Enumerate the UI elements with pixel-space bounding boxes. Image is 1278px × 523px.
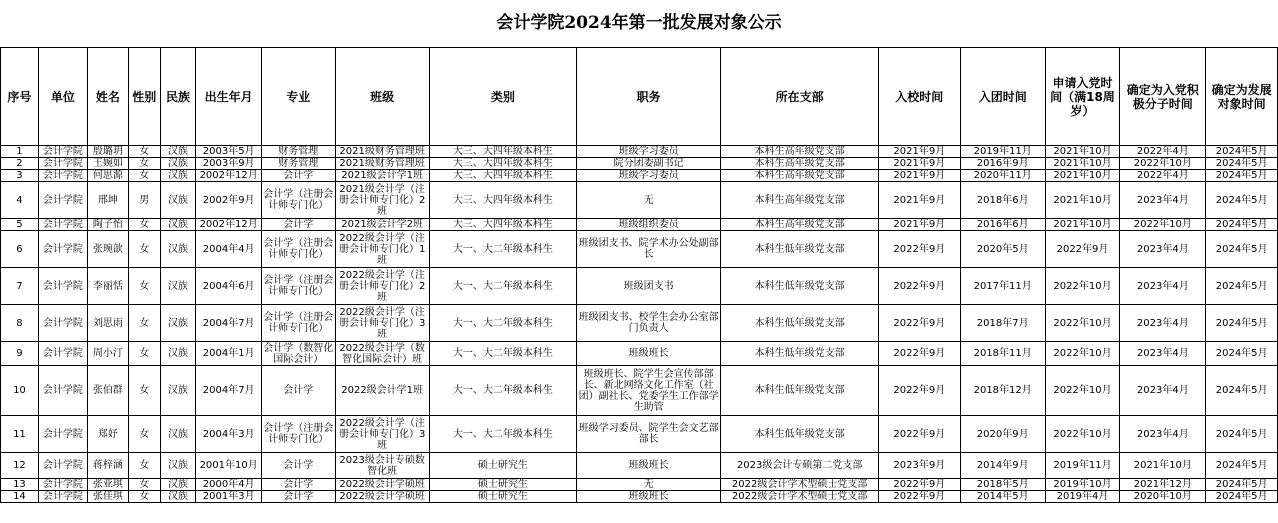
cell-league-join-date: 2014年5月 — [960, 491, 1045, 503]
cell-ethnicity: 汉族 — [160, 158, 196, 170]
cell-position: 班级团支书 — [577, 268, 721, 305]
cell-birth-date: 2002年12月 — [196, 219, 261, 231]
cell-gender: 女 — [128, 170, 160, 182]
cell-major: 会计学 — [261, 453, 335, 479]
cell-name: 张伯群 — [87, 366, 128, 416]
cell-candidate-date: 2024年5月 — [1206, 305, 1278, 342]
cell-class: 2022级会计学硕班 — [335, 479, 429, 491]
cell-birth-date: 2000年4月 — [196, 479, 261, 491]
cell-name: 郑妤 — [87, 416, 128, 453]
cell-ethnicity: 汉族 — [160, 366, 196, 416]
cell-unit: 会计学院 — [38, 491, 87, 503]
table-row — [1, 158, 1278, 170]
cell-position: 班级班长 — [577, 491, 721, 503]
cell-class: 2022级会计学硕班 — [335, 491, 429, 503]
cell-gender: 女 — [128, 453, 160, 479]
cell-class: 2022级会计学（注册会计师专门化）3班 — [335, 305, 429, 342]
cell-unit: 会计学院 — [38, 453, 87, 479]
cell-class: 2022级会计学（数智化国际会计）班 — [335, 342, 429, 366]
cell-branch: 本科生高年级党支部 — [721, 158, 879, 170]
cell-birth-date: 2004年3月 — [196, 416, 261, 453]
cell-party-application-date: 2019年4月 — [1045, 491, 1120, 503]
cell-gender: 女 — [128, 219, 160, 231]
cell-major: 会计学 — [261, 491, 335, 503]
cell-unit: 会计学院 — [38, 479, 87, 491]
cell-name: 邢坤 — [87, 182, 128, 219]
cell-ethnicity: 汉族 — [160, 453, 196, 479]
cell-index: 3 — [1, 170, 39, 182]
cell-position: 班级班长 — [577, 453, 721, 479]
cell-index: 1 — [1, 146, 39, 158]
cell-ethnicity: 汉族 — [160, 146, 196, 158]
cell-major: 会计学（数智化国际会计） — [263, 342, 334, 365]
cell-gender: 女 — [128, 158, 160, 170]
table-row — [1, 305, 1278, 342]
cell-name: 张亚琪 — [87, 479, 128, 491]
cell-unit: 会计学院 — [38, 170, 87, 182]
cell-name: 周小汀 — [87, 342, 128, 366]
cell-birth-date: 2002年12月 — [196, 170, 261, 182]
cell-unit: 会计学院 — [38, 342, 87, 366]
cell-index: 12 — [1, 453, 39, 479]
cell-league-join-date: 2018年7月 — [960, 305, 1045, 342]
cell-index: 7 — [1, 268, 39, 305]
header-major: 专业 — [261, 48, 335, 146]
header-enrollment-date: 入校时间 — [878, 48, 960, 146]
header-candidate-date: 确定为发展对象时间 — [1206, 48, 1278, 146]
candidates-table — [0, 47, 1278, 503]
cell-category: 大一、大二年级本科生 — [429, 231, 576, 268]
cell-activist-date: 2023年4月 — [1120, 182, 1206, 219]
cell-candidate-date: 2024年5月 — [1206, 453, 1278, 479]
cell-category: 大三、大四年级本科生 — [429, 219, 576, 231]
table-row — [1, 231, 1278, 268]
header-name: 姓名 — [87, 48, 128, 146]
cell-enrollment-date: 2022年9月 — [878, 491, 960, 503]
cell-category: 硕士研究生 — [429, 491, 576, 503]
cell-birth-date: 2003年5月 — [196, 146, 261, 158]
cell-category: 大一、大二年级本科生 — [429, 342, 576, 366]
cell-enrollment-date: 2023年9月 — [878, 453, 960, 479]
cell-branch: 本科生高年级党支部 — [721, 146, 879, 158]
cell-index: 4 — [1, 182, 39, 219]
cell-birth-date: 2002年9月 — [196, 182, 261, 219]
cell-league-join-date: 2017年11月 — [960, 268, 1045, 305]
cell-category: 硕士研究生 — [429, 453, 576, 479]
cell-enrollment-date: 2021年9月 — [878, 182, 960, 219]
table-row — [1, 182, 1278, 219]
cell-ethnicity: 汉族 — [160, 491, 196, 503]
cell-position: 班级学习委员 — [577, 170, 721, 182]
cell-unit: 会计学院 — [38, 231, 87, 268]
cell-position: 班级学习委员 — [577, 146, 721, 158]
cell-index: 11 — [1, 416, 39, 453]
cell-position: 院分团委副书记 — [577, 158, 721, 170]
cell-unit: 会计学院 — [38, 219, 87, 231]
cell-enrollment-date: 2021年9月 — [878, 158, 960, 170]
cell-class: 2021级会计学2班 — [335, 219, 429, 231]
cell-name: 李丽恬 — [87, 268, 128, 305]
cell-league-join-date: 2014年9月 — [960, 453, 1045, 479]
cell-candidate-date: 2024年5月 — [1206, 416, 1278, 453]
cell-activist-date: 2021年10月 — [1120, 453, 1206, 479]
cell-branch: 本科生低年级党支部 — [721, 305, 879, 342]
cell-position: 班级团支书、院学术办公处副部长 — [577, 231, 721, 268]
cell-category: 大一、大二年级本科生 — [429, 305, 576, 342]
cell-name: 蒋梓涵 — [87, 453, 128, 479]
cell-position: 班级班长、院学生会宣传部部长、新北网络文化工作室（社团）副社长、党委学生工作部学生助管 — [577, 366, 721, 416]
cell-gender: 女 — [128, 305, 160, 342]
cell-major: 财务管理 — [261, 158, 335, 170]
cell-activist-date: 2022年10月 — [1120, 158, 1206, 170]
header-unit: 单位 — [38, 48, 87, 146]
cell-activist-date: 2023年4月 — [1120, 366, 1206, 416]
page-title: 会计学院2024年第一批发展对象公示 — [496, 13, 782, 33]
cell-ethnicity: 汉族 — [160, 342, 196, 366]
cell-activist-date: 2023年4月 — [1120, 342, 1206, 366]
table-row — [1, 453, 1278, 479]
cell-name: 刘思雨 — [87, 305, 128, 342]
cell-league-join-date: 2019年11月 — [960, 146, 1045, 158]
cell-activist-date: 2023年4月 — [1120, 231, 1206, 268]
cell-position: 无 — [577, 479, 721, 491]
cell-gender: 女 — [128, 491, 160, 503]
cell-party-application-date: 2021年10月 — [1045, 182, 1120, 219]
cell-candidate-date: 2024年5月 — [1206, 170, 1278, 182]
cell-gender: 女 — [128, 366, 160, 416]
header-league-join-date: 入团时间 — [960, 48, 1045, 146]
cell-index: 9 — [1, 342, 39, 366]
header-activist-date: 确定为入党积极分子时间 — [1120, 48, 1206, 146]
cell-activist-date: 2022年4月 — [1120, 170, 1206, 182]
cell-name: 张佳琪 — [87, 491, 128, 503]
cell-name: 何思源 — [87, 170, 128, 182]
header-class: 班级 — [335, 48, 429, 146]
table-row — [1, 170, 1278, 182]
table-row — [1, 366, 1278, 416]
cell-branch: 本科生低年级党支部 — [721, 268, 879, 305]
cell-activist-date: 2023年4月 — [1120, 268, 1206, 305]
cell-category: 大三、大四年级本科生 — [429, 170, 576, 182]
cell-position: 班级团支书、校学生会办公室部门负责人 — [577, 305, 721, 342]
cell-category: 大三、大四年级本科生 — [429, 146, 576, 158]
table-row — [1, 342, 1278, 366]
cell-ethnicity: 汉族 — [160, 305, 196, 342]
cell-enrollment-date: 2021年9月 — [878, 146, 960, 158]
cell-branch: 本科生低年级党支部 — [721, 231, 879, 268]
cell-unit: 会计学院 — [38, 366, 87, 416]
cell-class: 2022级会计学（注册会计师专门化）3班 — [335, 416, 429, 453]
cell-unit: 会计学院 — [38, 146, 87, 158]
cell-enrollment-date: 2022年9月 — [878, 268, 960, 305]
cell-category: 大一、大二年级本科生 — [429, 416, 576, 453]
cell-party-application-date: 2021年10月 — [1045, 219, 1120, 231]
header-position: 职务 — [577, 48, 721, 146]
cell-unit: 会计学院 — [38, 158, 87, 170]
cell-enrollment-date: 2021年9月 — [878, 219, 960, 231]
table-row — [1, 416, 1278, 453]
cell-candidate-date: 2024年5月 — [1206, 182, 1278, 219]
cell-ethnicity: 汉族 — [160, 416, 196, 453]
cell-activist-date: 2022年10月 — [1120, 219, 1206, 231]
cell-gender: 女 — [128, 146, 160, 158]
cell-position: 班级班长 — [577, 342, 721, 366]
cell-ethnicity: 汉族 — [160, 268, 196, 305]
header-birth-date: 出生年月 — [196, 48, 261, 146]
cell-position: 无 — [577, 182, 721, 219]
cell-class: 2022级会计学（注册会计师专门化）1班 — [335, 231, 429, 268]
cell-class: 2021级财务管理班 — [335, 146, 429, 158]
cell-gender: 男 — [128, 182, 160, 219]
cell-party-application-date: 2021年10月 — [1045, 170, 1120, 182]
cell-league-join-date: 2016年9月 — [960, 158, 1045, 170]
cell-league-join-date: 2018年5月 — [960, 479, 1045, 491]
cell-candidate-date: 2024年5月 — [1206, 479, 1278, 491]
cell-branch: 2023级会计专硕第二党支部 — [721, 453, 879, 479]
cell-index: 10 — [1, 366, 39, 416]
cell-gender: 女 — [128, 479, 160, 491]
cell-birth-date: 2001年10月 — [196, 453, 261, 479]
cell-index: 8 — [1, 305, 39, 342]
cell-gender: 女 — [128, 268, 160, 305]
cell-party-application-date: 2022年10月 — [1045, 366, 1120, 416]
cell-unit: 会计学院 — [38, 268, 87, 305]
cell-name: 张琬歆 — [87, 231, 128, 268]
cell-birth-date: 2004年4月 — [196, 231, 261, 268]
cell-league-join-date: 2018年12月 — [960, 366, 1045, 416]
cell-birth-date: 2004年7月 — [196, 305, 261, 342]
cell-major: 会计学（注册会计师专门化） — [261, 416, 335, 453]
cell-candidate-date: 2024年5月 — [1206, 219, 1278, 231]
table-row — [1, 219, 1278, 231]
cell-branch: 2022级会计学术型硕士党支部 — [721, 479, 879, 491]
table-header-row — [1, 48, 1278, 146]
cell-ethnicity: 汉族 — [160, 479, 196, 491]
cell-candidate-date: 2024年5月 — [1206, 268, 1278, 305]
cell-candidate-date: 2024年5月 — [1206, 158, 1278, 170]
cell-ethnicity: 汉族 — [160, 170, 196, 182]
cell-major: 会计学 — [261, 479, 335, 491]
cell-ethnicity: 汉族 — [160, 182, 196, 219]
cell-birth-date: 2004年7月 — [196, 366, 261, 416]
cell-gender: 女 — [128, 231, 160, 268]
cell-league-join-date: 2018年6月 — [960, 182, 1045, 219]
cell-party-application-date: 2022年10月 — [1045, 416, 1120, 453]
cell-party-application-date: 2022年10月 — [1045, 268, 1120, 305]
cell-major: 会计学（注册会计师专门化） — [261, 305, 335, 342]
cell-birth-date: 2003年9月 — [196, 158, 261, 170]
header-category: 类别 — [429, 48, 576, 146]
cell-league-join-date: 2016年6月 — [960, 219, 1045, 231]
cell-party-application-date: 2022年9月 — [1045, 231, 1120, 268]
cell-index: 14 — [1, 491, 39, 503]
cell-party-application-date: 2021年10月 — [1045, 158, 1120, 170]
cell-party-application-date: 2019年10月 — [1045, 479, 1120, 491]
cell-party-application-date: 2022年10月 — [1045, 342, 1120, 366]
cell-candidate-date: 2024年5月 — [1206, 491, 1278, 503]
cell-activist-date: 2023年4月 — [1120, 305, 1206, 342]
cell-category: 大三、大四年级本科生 — [429, 158, 576, 170]
cell-enrollment-date: 2022年9月 — [878, 416, 960, 453]
cell-branch: 本科生高年级党支部 — [721, 182, 879, 219]
cell-category: 大三、大四年级本科生 — [429, 182, 576, 219]
cell-major: 会计学（注册会计师专门化） — [261, 231, 335, 268]
cell-index: 2 — [1, 158, 39, 170]
cell-birth-date: 2001年3月 — [196, 491, 261, 503]
cell-branch: 2022级会计学术型硕士党支部 — [721, 491, 879, 503]
cell-unit: 会计学院 — [38, 416, 87, 453]
cell-major: 会计学 — [261, 219, 335, 231]
cell-index: 6 — [1, 231, 39, 268]
cell-branch: 本科生低年级党支部 — [721, 366, 879, 416]
cell-birth-date: 2004年6月 — [196, 268, 261, 305]
cell-class: 2021级财务管理班 — [335, 158, 429, 170]
cell-branch: 本科生低年级党支部 — [721, 416, 879, 453]
cell-gender: 女 — [128, 416, 160, 453]
cell-activist-date: 2021年12月 — [1120, 479, 1206, 491]
cell-enrollment-date: 2022年9月 — [878, 479, 960, 491]
cell-category: 硕士研究生 — [429, 479, 576, 491]
cell-league-join-date: 2020年5月 — [960, 231, 1045, 268]
table-row — [1, 491, 1278, 503]
cell-branch: 本科生高年级党支部 — [721, 170, 879, 182]
cell-category: 大一、大二年级本科生 — [429, 268, 576, 305]
cell-ethnicity: 汉族 — [160, 219, 196, 231]
header-gender: 性别 — [128, 48, 160, 146]
cell-major: 会计学（注册会计师专门化） — [261, 182, 335, 219]
table-row — [1, 146, 1278, 158]
cell-name: 陶子怡 — [87, 219, 128, 231]
cell-party-application-date: 2022年10月 — [1045, 305, 1120, 342]
cell-activist-date: 2022年4月 — [1120, 146, 1206, 158]
header-index: 序号 — [1, 48, 39, 146]
cell-class: 2021级会计学（注册会计师专门化）2班 — [335, 182, 429, 219]
cell-enrollment-date: 2022年9月 — [878, 366, 960, 416]
cell-name: 王婉如 — [87, 158, 128, 170]
cell-index: 13 — [1, 479, 39, 491]
cell-league-join-date: 2020年11月 — [960, 170, 1045, 182]
cell-major: 会计学（注册会计师专门化） — [261, 268, 335, 305]
header-branch: 所在支部 — [721, 48, 879, 146]
header-party-application-date: 申请入党时间（满18周岁） — [1045, 48, 1120, 146]
cell-candidate-date: 2024年5月 — [1206, 146, 1278, 158]
cell-class: 2021级会计学1班 — [335, 170, 429, 182]
cell-branch: 本科生低年级党支部 — [721, 342, 879, 366]
cell-enrollment-date: 2021年9月 — [878, 170, 960, 182]
cell-candidate-date: 2024年5月 — [1206, 231, 1278, 268]
cell-candidate-date: 2024年5月 — [1206, 342, 1278, 366]
cell-class: 2023级会计专硕数智化班 — [335, 453, 429, 479]
cell-gender: 女 — [128, 342, 160, 366]
cell-birth-date: 2004年1月 — [196, 342, 261, 366]
cell-activist-date: 2023年4月 — [1120, 416, 1206, 453]
cell-activist-date: 2020年10月 — [1120, 491, 1206, 503]
cell-enrollment-date: 2022年9月 — [878, 342, 960, 366]
table-row — [1, 479, 1278, 491]
cell-party-application-date: 2019年11月 — [1045, 453, 1120, 479]
cell-major: 会计学 — [261, 170, 335, 182]
cell-unit: 会计学院 — [38, 182, 87, 219]
cell-class: 2022级会计学（注册会计师专门化）2班 — [335, 268, 429, 305]
cell-party-application-date: 2021年10月 — [1045, 146, 1120, 158]
cell-position: 班级学习委员、院学生会文艺部部长 — [577, 416, 721, 453]
cell-category: 大一、大二年级本科生 — [429, 366, 576, 416]
cell-unit: 会计学院 — [38, 305, 87, 342]
header-ethnicity: 民族 — [160, 48, 196, 146]
cell-branch: 本科生高年级党支部 — [721, 219, 879, 231]
cell-enrollment-date: 2022年9月 — [878, 231, 960, 268]
cell-league-join-date: 2020年9月 — [960, 416, 1045, 453]
cell-index: 5 — [1, 219, 39, 231]
cell-league-join-date: 2018年11月 — [960, 342, 1045, 366]
cell-major: 会计学 — [261, 366, 335, 416]
cell-name: 殷璐玥 — [87, 146, 128, 158]
table-row — [1, 268, 1278, 305]
cell-class: 2022级会计学1班 — [335, 366, 429, 416]
cell-position: 班级组织委员 — [577, 219, 721, 231]
cell-candidate-date: 2024年5月 — [1206, 366, 1278, 416]
cell-major: 财务管理 — [261, 146, 335, 158]
cell-ethnicity: 汉族 — [160, 231, 196, 268]
cell-enrollment-date: 2022年9月 — [878, 305, 960, 342]
